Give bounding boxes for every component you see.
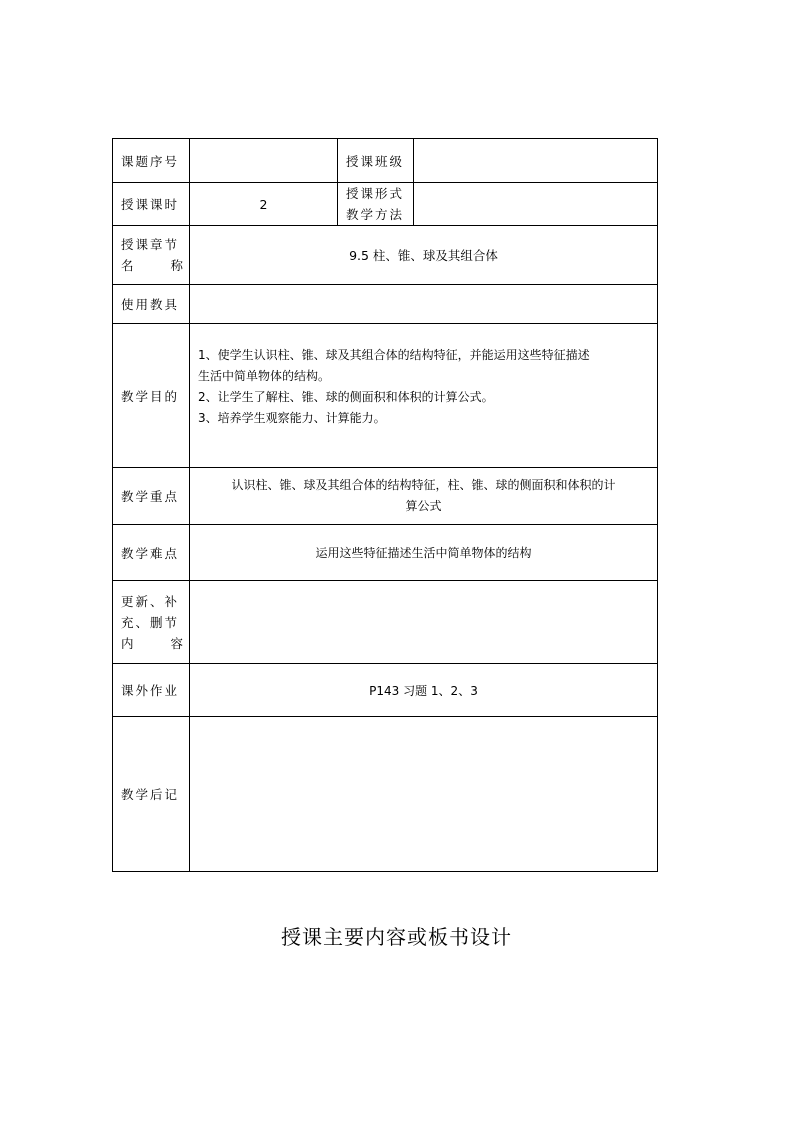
table-row xyxy=(113,324,658,468)
goals-line: 1、使学生认识柱、锥、球及其组合体的结构特征，并能运用这些特征描述 xyxy=(198,347,590,362)
update-label-char-2: 容 xyxy=(170,635,183,651)
table-row xyxy=(113,468,658,525)
goals-line: 3、培养学生观察能力、计算能力。 xyxy=(198,410,386,425)
key-points-label: 教学重点 xyxy=(113,468,190,525)
form-label xyxy=(338,183,414,226)
tools-label: 使用教具 xyxy=(113,285,190,324)
table-row xyxy=(113,664,658,717)
board-design-title: 授课主要内容或板书设计 xyxy=(281,925,512,949)
chapter-label-char-2: 称 xyxy=(170,258,183,273)
lesson-plan-table xyxy=(112,138,658,872)
table-row xyxy=(113,139,658,183)
reflection-label: 教学后记 xyxy=(113,717,190,872)
chapter-label-line-2 xyxy=(121,255,189,276)
table-row xyxy=(113,183,658,226)
hours-label: 授课课时 xyxy=(113,183,190,226)
update-label-line-2: 充、删节 xyxy=(121,614,180,630)
goals-content xyxy=(190,324,658,468)
goals-spacer xyxy=(198,429,649,447)
reflection-value xyxy=(190,717,658,872)
goals-line: 2、让学生了解柱、锥、球的侧面积和体积的计算公式。 xyxy=(198,389,494,404)
update-value xyxy=(190,581,658,664)
update-label-line-1: 更新、补 xyxy=(121,593,180,609)
class-label: 授课班级 xyxy=(338,139,414,183)
key-points-line: 算公式 xyxy=(405,499,442,513)
chapter-label-char-1: 名 xyxy=(121,258,134,273)
chapter-label xyxy=(113,226,190,285)
table-row xyxy=(113,525,658,581)
form-value xyxy=(414,183,658,226)
chapter-label-line-1: 授课章节 xyxy=(121,237,180,252)
tools-value xyxy=(190,285,658,324)
homework-value: P143 习题 1、2、3 xyxy=(190,664,658,717)
table-row xyxy=(113,581,658,664)
difficulty-value: 运用这些特征描述生活中简单物体的结构 xyxy=(190,525,658,581)
update-label xyxy=(113,581,190,664)
topic-no-value xyxy=(190,139,338,183)
table-row xyxy=(113,285,658,324)
table-row xyxy=(113,717,658,872)
key-points-line: 认识柱、锥、球及其组合体的结构特征，柱、锥、球的侧面积和体积的计 xyxy=(231,478,616,492)
topic-no-label: 课题序号 xyxy=(113,139,190,183)
table-row xyxy=(113,226,658,285)
update-label-line-3 xyxy=(121,633,189,654)
homework-label: 课外作业 xyxy=(113,664,190,717)
form-label-line-1: 授课形式 xyxy=(346,186,405,201)
difficulty-label: 教学难点 xyxy=(113,525,190,581)
goals-line: 生活中简单物体的结构。 xyxy=(198,368,331,383)
form-label-line-2: 教学方法 xyxy=(346,207,405,222)
update-label-char-1: 内 xyxy=(121,635,134,651)
goals-label: 教学目的 xyxy=(113,324,190,468)
hours-value: 2 xyxy=(190,183,338,226)
chapter-value: 9.5 柱、锥、球及其组合体 xyxy=(190,226,658,285)
key-points-value xyxy=(190,468,658,525)
class-value xyxy=(414,139,658,183)
